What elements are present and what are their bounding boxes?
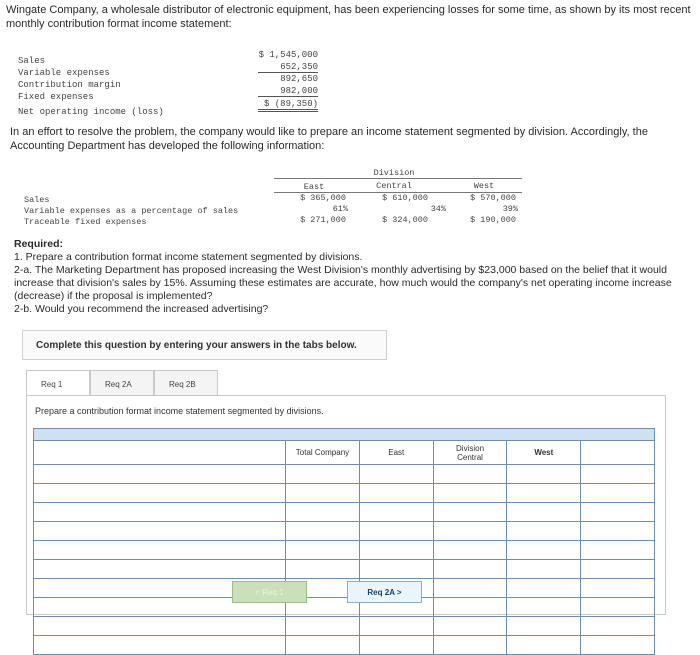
- amount-field[interactable]: [581, 504, 654, 522]
- amount-input[interactable]: [359, 503, 433, 522]
- table-row: [34, 617, 655, 636]
- division-label: Division: [456, 443, 485, 453]
- tab-req-2b[interactable]: Req 2B: [154, 370, 218, 396]
- row-label-input[interactable]: [34, 465, 286, 484]
- statement-label: Sales: [18, 56, 46, 66]
- required-item: 2-a. The Marketing Department has proposed increasing the West Division's monthly advertising by $23,000 based on the belief that it would increase that division's sales by 15%. Assuming these estimates are accurate, how much would the company's net operating income increase (decrease) if the proposal is implemented?: [14, 264, 672, 302]
- amount-input[interactable]: [581, 541, 655, 560]
- row-label-field[interactable]: [34, 523, 285, 541]
- amount-field[interactable]: [507, 637, 580, 655]
- row-label-field[interactable]: [34, 485, 285, 503]
- info-paragraph: In an effort to resolve the problem, the company would like to prepare an income statement segmented by division. Accordingly, the Accounting Department has developed the following information:: [10, 126, 648, 152]
- amount-input[interactable]: [507, 541, 581, 560]
- amount-field[interactable]: [286, 618, 359, 636]
- table-row: [34, 465, 655, 484]
- table-row: [34, 636, 655, 655]
- amount-input[interactable]: [286, 522, 360, 541]
- amount-field[interactable]: [581, 485, 654, 503]
- row-label-input[interactable]: [34, 522, 286, 541]
- amount-field[interactable]: [434, 637, 507, 655]
- answer-table: [33, 428, 655, 655]
- amount-input[interactable]: [507, 617, 581, 636]
- amount-field[interactable]: [434, 466, 507, 484]
- division-cell: $ 324,000: [382, 215, 428, 225]
- division-header: Division: [373, 168, 415, 178]
- amount-field[interactable]: [507, 485, 580, 503]
- amount-field[interactable]: [581, 637, 654, 655]
- statement-label: Net operating income (loss): [18, 107, 164, 117]
- amount-input[interactable]: [433, 465, 507, 484]
- complete-instruction: Complete this question by entering your answers in the tabs below.: [22, 330, 387, 360]
- amount-input[interactable]: [433, 541, 507, 560]
- amount-field[interactable]: [581, 466, 654, 484]
- amount-field[interactable]: [581, 580, 654, 598]
- row-label-field[interactable]: [34, 637, 285, 655]
- row-label-input[interactable]: [34, 617, 286, 636]
- row-label-field[interactable]: [34, 466, 285, 484]
- amount-input[interactable]: [286, 503, 360, 522]
- amount-field[interactable]: [507, 542, 580, 560]
- amount-input[interactable]: [507, 522, 581, 541]
- amount-input[interactable]: [433, 522, 507, 541]
- next-button[interactable]: Req 2A >: [347, 581, 422, 603]
- amount-input[interactable]: [286, 636, 360, 655]
- amount-input[interactable]: [433, 617, 507, 636]
- table-row: [34, 484, 655, 503]
- division-row-label: Traceable fixed expenses: [24, 217, 147, 227]
- amount-field[interactable]: [286, 485, 359, 503]
- division-cell: $ 365,000: [300, 193, 346, 203]
- amount-field[interactable]: [360, 542, 433, 560]
- amount-input[interactable]: [286, 560, 360, 579]
- col-west: West: [507, 441, 581, 465]
- amount-field[interactable]: [286, 523, 359, 541]
- required-item: 1. Prepare a contribution format income statement segmented by divisions.: [14, 251, 363, 263]
- amount-input[interactable]: [359, 636, 433, 655]
- division-row-label: Sales: [24, 195, 50, 205]
- amount-field[interactable]: [286, 561, 359, 579]
- amount-input[interactable]: [359, 522, 433, 541]
- amount-field[interactable]: [360, 485, 433, 503]
- table-row: [34, 522, 655, 541]
- col-east: East: [303, 182, 325, 192]
- amount-input[interactable]: [359, 617, 433, 636]
- amount-input[interactable]: [581, 465, 655, 484]
- amount-input[interactable]: [433, 484, 507, 503]
- amount-input[interactable]: [581, 560, 655, 579]
- amount-input[interactable]: [581, 484, 655, 503]
- required-section: [14, 238, 694, 316]
- col-total-company: Total Company: [286, 441, 360, 465]
- amount-input[interactable]: [433, 598, 507, 617]
- tab-req-2a[interactable]: Req 2A: [90, 370, 154, 396]
- amount-input[interactable]: [581, 617, 655, 636]
- amount-field[interactable]: [286, 504, 359, 522]
- amount-field[interactable]: [360, 637, 433, 655]
- amount-field[interactable]: [434, 523, 507, 541]
- statement-value: 982,000: [258, 86, 318, 97]
- amount-field[interactable]: [507, 618, 580, 636]
- amount-field[interactable]: [434, 542, 507, 560]
- amount-field[interactable]: [581, 523, 654, 541]
- amount-input[interactable]: [286, 541, 360, 560]
- intro-paragraph: Wingate Company, a wholesale distributor of electronic equipment, has been experiencing losses for some time, as shown by its most recent monthly contribution format income statement:: [6, 4, 691, 30]
- division-info-table: [14, 168, 522, 228]
- amount-field[interactable]: [434, 485, 507, 503]
- table-row: [34, 503, 655, 522]
- division-cell: $ 190,000: [470, 215, 516, 225]
- amount-field[interactable]: [434, 599, 507, 617]
- row-label-input[interactable]: [34, 541, 286, 560]
- division-cell: $ 271,000: [300, 215, 346, 225]
- row-label-field[interactable]: [34, 504, 285, 522]
- division-cell: 34%: [430, 204, 446, 214]
- amount-field[interactable]: [434, 580, 507, 598]
- row-label-input[interactable]: [34, 503, 286, 522]
- table-row: [34, 541, 655, 560]
- amount-input[interactable]: [286, 617, 360, 636]
- amount-field[interactable]: [286, 466, 359, 484]
- statement-label: Contribution margin: [18, 80, 121, 90]
- panel-instruction: Prepare a contribution format income statement segmented by divisions.: [35, 406, 324, 416]
- amount-field[interactable]: [286, 637, 359, 655]
- division-row-label: Variable expenses as a percentage of sales: [24, 206, 239, 216]
- row-label-field[interactable]: [34, 561, 285, 579]
- amount-input[interactable]: [286, 465, 360, 484]
- amount-input[interactable]: [507, 636, 581, 655]
- nav-buttons: [232, 581, 422, 603]
- amount-input[interactable]: [581, 522, 655, 541]
- statement-value: 892,650: [280, 74, 318, 84]
- income-statement-values: [258, 50, 318, 115]
- amount-input[interactable]: [581, 579, 655, 598]
- required-item: 2-b. Would you recommend the increased advertising?: [14, 303, 269, 315]
- amount-field[interactable]: [507, 523, 580, 541]
- amount-input[interactable]: [433, 560, 507, 579]
- amount-input[interactable]: [581, 503, 655, 522]
- amount-input[interactable]: [507, 503, 581, 522]
- division-header: [433, 441, 507, 465]
- statement-value: 652,350: [258, 62, 318, 73]
- statement-label: Variable expenses: [18, 68, 110, 78]
- amount-field[interactable]: [360, 523, 433, 541]
- statement-value: $ 1,545,000: [258, 50, 318, 60]
- amount-input[interactable]: [507, 465, 581, 484]
- table-row: [34, 560, 655, 579]
- row-label-field[interactable]: [34, 542, 285, 560]
- amount-input[interactable]: [433, 579, 507, 598]
- statement-label: Fixed expenses: [18, 92, 94, 102]
- amount-input[interactable]: [359, 541, 433, 560]
- division-cell: $ 570,000: [470, 193, 516, 203]
- amount-input[interactable]: [359, 560, 433, 579]
- requirement-tabs: [26, 370, 218, 396]
- amount-input[interactable]: [359, 484, 433, 503]
- amount-field[interactable]: [360, 504, 433, 522]
- row-label-input[interactable]: [34, 636, 286, 655]
- amount-input[interactable]: [507, 579, 581, 598]
- amount-field[interactable]: [360, 561, 433, 579]
- amount-field[interactable]: [581, 599, 654, 617]
- amount-field[interactable]: [434, 561, 507, 579]
- amount-field[interactable]: [581, 561, 654, 579]
- col-central: Central: [376, 181, 412, 191]
- amount-input[interactable]: [581, 598, 655, 617]
- col-west: West: [473, 181, 495, 191]
- amount-input[interactable]: [507, 560, 581, 579]
- amount-input[interactable]: [507, 484, 581, 503]
- amount-input[interactable]: [359, 465, 433, 484]
- col-central: Central: [457, 452, 483, 462]
- row-label-input[interactable]: [34, 560, 286, 579]
- amount-field[interactable]: [434, 618, 507, 636]
- amount-field[interactable]: [581, 618, 654, 636]
- amount-field[interactable]: [581, 542, 654, 560]
- required-title: Required:: [14, 238, 64, 250]
- amount-input[interactable]: [433, 636, 507, 655]
- division-cell: 61%: [332, 204, 348, 214]
- tab-req-1[interactable]: Req 1: [26, 370, 90, 396]
- row-label-input[interactable]: [34, 484, 286, 503]
- amount-field[interactable]: [286, 542, 359, 560]
- amount-field[interactable]: [507, 561, 580, 579]
- amount-field[interactable]: [434, 504, 507, 522]
- amount-field[interactable]: [507, 504, 580, 522]
- amount-field[interactable]: [507, 599, 580, 617]
- amount-field[interactable]: [507, 466, 580, 484]
- statement-value: $ (89,350): [258, 99, 318, 112]
- amount-input[interactable]: [507, 598, 581, 617]
- amount-input[interactable]: [581, 636, 655, 655]
- tab-panel: [26, 395, 666, 615]
- division-cell: $ 610,000: [382, 193, 428, 203]
- amount-field[interactable]: [360, 466, 433, 484]
- amount-field[interactable]: [360, 618, 433, 636]
- row-label-field[interactable]: [34, 618, 285, 636]
- col-east: East: [359, 441, 433, 465]
- division-cell: 39%: [502, 204, 518, 214]
- amount-field[interactable]: [507, 580, 580, 598]
- amount-input[interactable]: [286, 484, 360, 503]
- amount-input[interactable]: [433, 503, 507, 522]
- prev-button[interactable]: < Req 1: [232, 581, 307, 603]
